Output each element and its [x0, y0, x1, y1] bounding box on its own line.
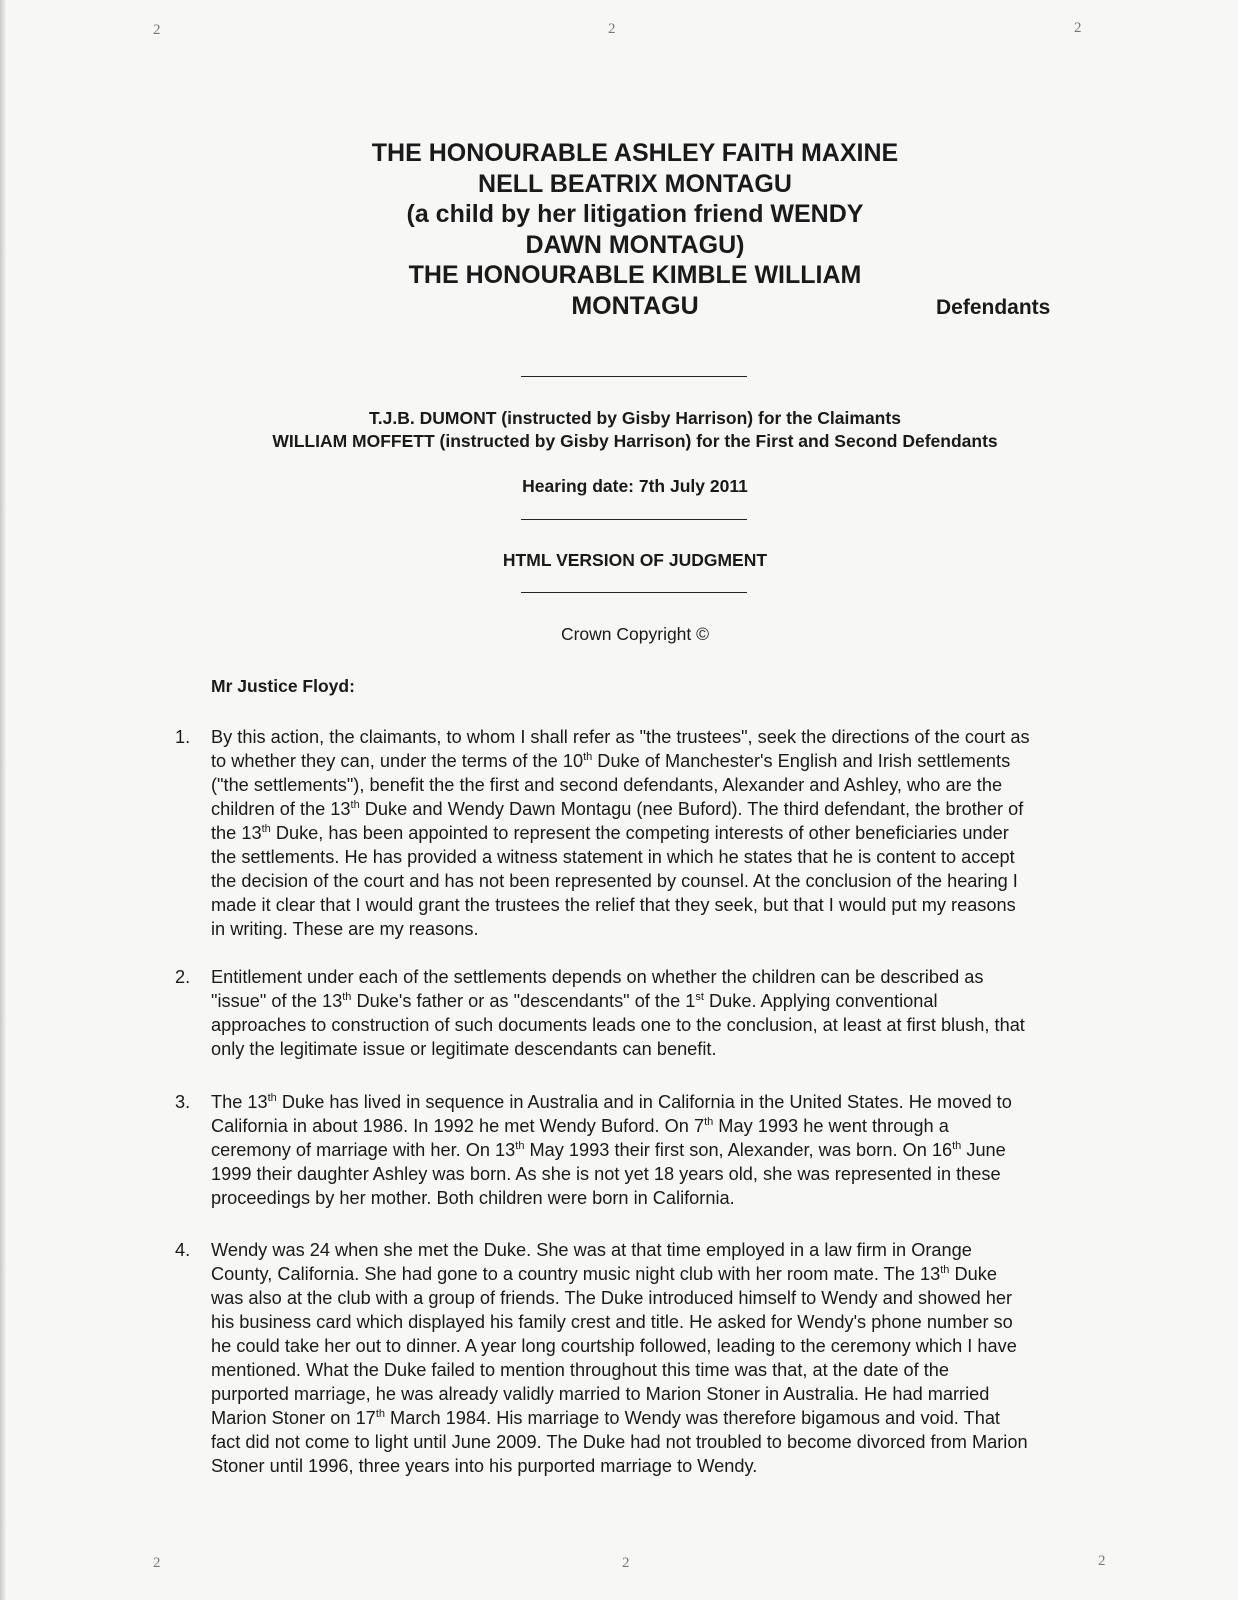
- ordinal-suffix: th: [583, 750, 593, 763]
- page-number-top-left: 2: [153, 22, 161, 38]
- counsel-block: [150, 407, 1120, 453]
- page-number-bottom-left: 2: [153, 1555, 161, 1571]
- ordinal-suffix: st: [695, 990, 704, 1003]
- paragraph-line: in writing. These are my reasons.: [211, 919, 479, 939]
- paragraph-text: [211, 965, 1120, 1061]
- heading-line: MONTAGU: [571, 291, 699, 320]
- paragraph-line: mentioned. What the Duke failed to mention throughout this time was that, at the date of the: [211, 1360, 950, 1380]
- ordinal-suffix: th: [515, 1139, 525, 1152]
- ordinal-suffix: th: [342, 990, 352, 1003]
- ordinal-suffix: th: [940, 1263, 950, 1276]
- paragraph-line: County, California. She had gone to a country music night club with her room mate. The 13th Duke: [211, 1263, 997, 1284]
- ordinal-suffix: th: [375, 1407, 385, 1420]
- paragraph-text: [211, 1090, 1120, 1210]
- paragraph-line: only the legitimate issue or legitimate descendants can benefit.: [211, 1039, 717, 1059]
- paragraph-number: 1.: [175, 727, 191, 747]
- hearing-date: Hearing date: 7th July 2011: [522, 476, 748, 496]
- judgment-version-title: HTML VERSION OF JUDGMENT: [502, 550, 768, 570]
- counsel-line-claimants: T.J.B. DUMONT (instructed by Gisby Harrison) for the Claimants: [369, 408, 901, 428]
- paragraph-line: the 13th Duke, has been appointed to represent the competing interests of other beneficiaries under: [211, 822, 1009, 843]
- paragraph-line: California in about 1986. In 1992 he met Wendy Buford. On 7th May 1993 he went through a: [211, 1115, 949, 1136]
- judge-name: Mr Justice Floyd:: [211, 676, 355, 696]
- ordinal-suffix: th: [350, 798, 360, 811]
- copyright-notice: Crown Copyright ©: [560, 624, 710, 644]
- page-number-top-right: 2: [1074, 20, 1082, 36]
- paragraph-text: [211, 1238, 1120, 1478]
- heading-line: DAWN MONTAGU): [525, 230, 745, 259]
- divider-rule: [521, 592, 747, 593]
- scan-edge-shadow: [0, 0, 6, 1600]
- ordinal-suffix: th: [261, 822, 271, 835]
- paragraph-number: 2.: [175, 967, 191, 987]
- paragraph-line: By this action, the claimants, to whom I shall refer as "the trustees", seek the directions of the court as: [211, 727, 1030, 747]
- paragraph-line: the settlements. He has provided a witness statement in which he states that he is content to accept: [211, 847, 1015, 867]
- paragraph-line: fact did not come to light until June 2009. The Duke had not troubled to become divorced from Marion: [211, 1432, 1028, 1452]
- page-number-bottom-right: 2: [1098, 1553, 1106, 1569]
- paragraph-3: [160, 1090, 1120, 1210]
- paragraph-line: proceedings by her mother. Both children were born in California.: [211, 1188, 735, 1208]
- divider-rule: [521, 376, 747, 377]
- paragraph-line: approaches to construction of such documents leads one to the conclusion, at least at first blush, that: [211, 1015, 1025, 1035]
- paragraph-line: 1999 their daughter Ashley was born. As she is not yet 18 years old, she was represented in these: [211, 1164, 1001, 1184]
- paragraph-line: Wendy was 24 when she met the Duke. She was at that time employed in a law firm in Orange: [211, 1240, 972, 1260]
- paragraph-line: Stoner until 1996, three years into his purported marriage to Wendy.: [211, 1456, 758, 1476]
- paragraph-text: [211, 725, 1120, 941]
- paragraph-line: purported marriage, he was already validly married to Marion Stoner in Australia. He had married: [211, 1384, 990, 1404]
- divider-rule: [521, 519, 747, 520]
- paragraph-line: made it clear that I would grant the trustees the relief that they seek, but that I would put my reasons: [211, 895, 1016, 915]
- ordinal-suffix: th: [267, 1091, 277, 1104]
- paragraph-line: "issue" of the 13th Duke's father or as "descendants" of the 1st Duke. Applying conventional: [211, 990, 938, 1011]
- paragraph-line: he could take her out to dinner. A year long courtship followed, leading to the ceremony which I have: [211, 1336, 1017, 1356]
- paragraph-line: the decision of the court and has not been represented by counsel. At the conclusion of the hearing I: [211, 871, 1018, 891]
- ordinal-suffix: th: [952, 1139, 962, 1152]
- paragraph-line: ceremony of marriage with her. On 13th May 1993 their first son, Alexander, was born. On 16th June: [211, 1139, 1006, 1160]
- paragraph-number: 4.: [175, 1240, 191, 1260]
- paragraph-line: his business card which displayed his family crest and title. He asked for Wendy's phone number so: [211, 1312, 1013, 1332]
- party-role-label: Defendants: [936, 296, 1051, 319]
- heading-line: THE HONOURABLE KIMBLE WILLIAM: [408, 261, 862, 289]
- paragraph-line: children of the 13th Duke and Wendy Dawn Montagu (nee Buford). The third defendant, the brother of: [211, 798, 1024, 819]
- paragraph-4: [160, 1238, 1120, 1478]
- page-number-top-center: 2: [608, 21, 616, 37]
- paragraph-2: [160, 965, 1120, 1061]
- paragraph-line: ("the settlements"), benefit the the first and second defendants, Alexander and Ashley, who are the: [211, 775, 1003, 795]
- paragraph-1: [160, 725, 1120, 941]
- paragraph-line: to whether they can, under the terms of the 10th Duke of Manchester's English and Irish settlements: [211, 750, 1011, 771]
- paragraph-line: was also at the club with a group of friends. The Duke introduced himself to Wendy and showed her: [211, 1288, 1013, 1308]
- paragraph-line: Marion Stoner on 17th March 1984. His marriage to Wendy was therefore bigamous and void. That: [211, 1407, 1000, 1428]
- paragraph-number: 3.: [175, 1092, 191, 1112]
- ordinal-suffix: th: [704, 1115, 714, 1128]
- heading-line: NELL BEATRIX MONTAGU: [478, 169, 792, 198]
- page-number-bottom-center: 2: [622, 1555, 630, 1571]
- defendants-heading: [300, 138, 970, 321]
- heading-line: (a child by her litigation friend WENDY: [406, 200, 864, 228]
- heading-line: THE HONOURABLE ASHLEY FAITH MAXINE: [371, 139, 899, 167]
- counsel-line-defendants: WILLIAM MOFFETT (instructed by Gisby Harrison) for the First and Second Defendants: [272, 431, 998, 451]
- paragraph-line: The 13th Duke has lived in sequence in Australia and in California in the United States. He moved to: [211, 1091, 1012, 1112]
- paragraph-line: Entitlement under each of the settlements depends on whether the children can be described as: [211, 967, 984, 987]
